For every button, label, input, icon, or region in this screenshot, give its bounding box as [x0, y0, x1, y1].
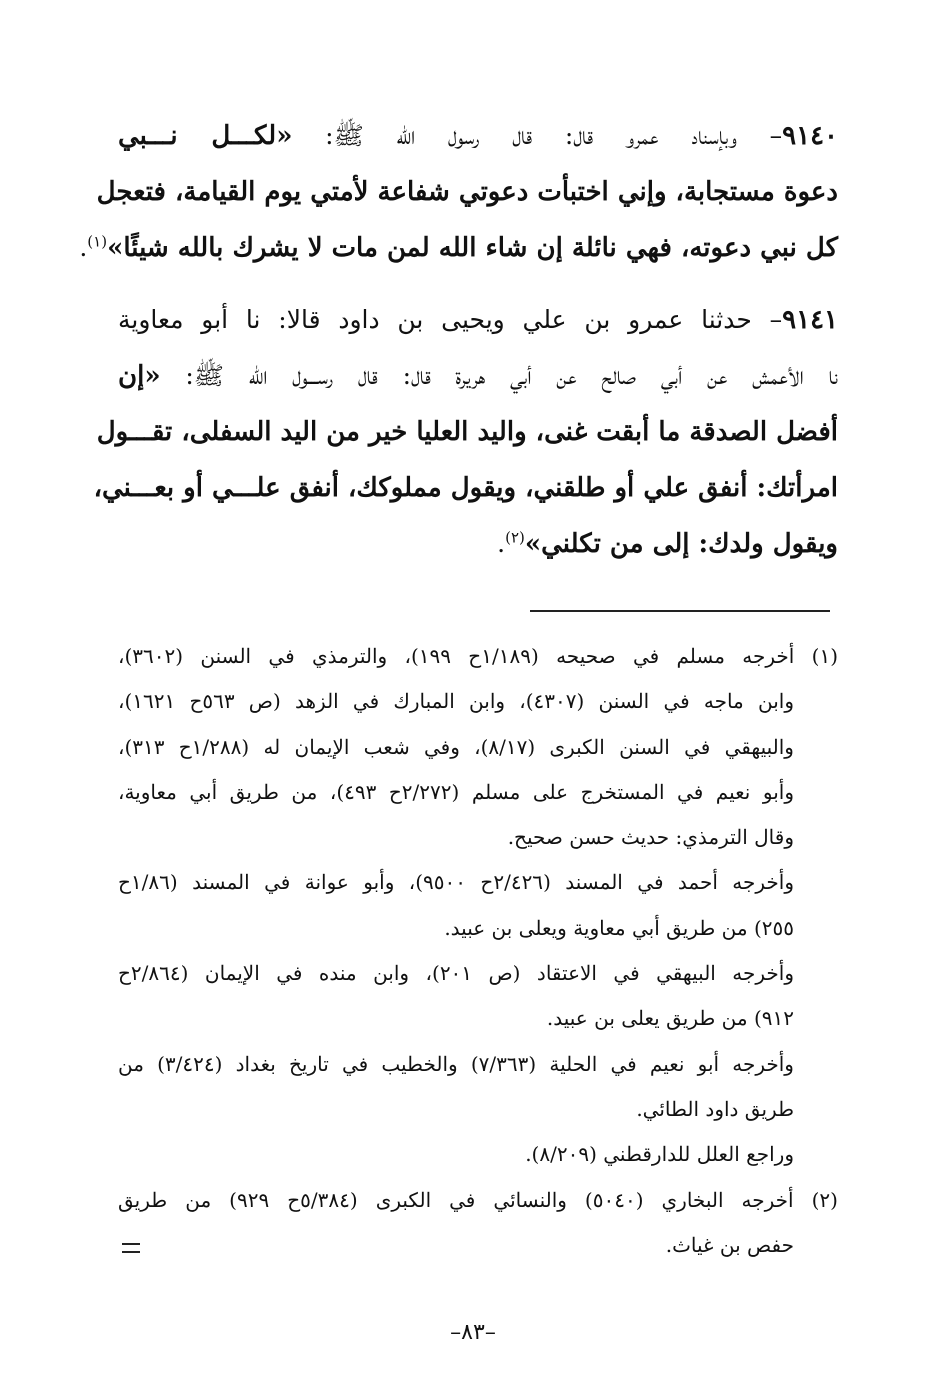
hadith-line: [96, 164, 838, 220]
isnad-text: – وبإسناد عمرو قال: قال رسول الله ﷺ:: [292, 121, 783, 150]
matn-text: دعوة مستجابة، وإني اختبأت دعوتي شفاعة لأمتي يوم القيامة، فتعجل: [96, 177, 838, 207]
hadith-9140: [79, 108, 838, 276]
footnote-line: حفص بن غياث.: [665, 1232, 794, 1257]
matn-text: أفضل الصدقة ما أبقت غنى، واليد العليا خير من اليد السفلى، تقـــول: [96, 417, 838, 447]
footnote-line: والبيهقي في السنن الكبرى (٨/١٧)، وفي شعب الإيمان له (١/٢٨٨ح ٣١٣)،: [118, 734, 794, 759]
hadith-line: [118, 516, 838, 572]
footnote-line: وابن ماجه في السنن (٤٣٠٧)، وابن المبارك في الزهد (ص ٥٦٣ح ١٦٢١)،: [118, 689, 794, 714]
footnote-line: (٢) أخرجه البخاري (٥٠٤٠) والنسائي في الكبرى (٥/٣٨٤ح ٩٢٩) من طريق: [118, 1187, 838, 1212]
footnote-line: وقال الترمذي: حديث حسن صحيح.: [507, 825, 794, 850]
footnote-line: وراجع العلل للدارقطني (٨/٢٠٩).: [525, 1142, 794, 1167]
footnote-line: ٩١٢) من طريق يعلى بن عبيد.: [546, 1006, 794, 1031]
hadith-line: [118, 292, 838, 348]
matn-text: «إن: [118, 361, 161, 391]
hadith-9141: [93, 292, 838, 572]
hadith-line: [93, 460, 838, 516]
hadith-text-block: [79, 108, 838, 588]
continuation-mark: [122, 1243, 140, 1253]
matn-text: كل نبي دعوته، فهي نائلة إن شاء الله لمن مات لا يشرك بالله شيئًا»: [107, 233, 838, 263]
footnotes-block: [118, 634, 838, 1268]
footnote-line: طريق داود الطائي.: [636, 1096, 794, 1121]
footnote-separator: [530, 610, 830, 612]
footnote-line: (١) أخرجه مسلم في صحيحه (١/١٨٩ح ١٩٩)، والترمذي في السنن (٣٦٠٢)،: [118, 644, 838, 668]
matn-text: ويقول ولدك: إلى من تكلني»: [524, 529, 838, 559]
footnote-line: وأخرجه أبو نعيم في الحلية (٧/٣٦٣) والخطيب في تاريخ بغداد (٣/٤٢٤) من: [118, 1051, 794, 1076]
hadith-line: [79, 220, 838, 276]
isnad-text: نا الأعمش عن أبي صالح عن أبي هريرة قال: قال رســـول الله ﷺ:: [160, 361, 838, 390]
footnote-line: وأخرجه البيهقي في الاعتقاد (ص ٢٠١)، وابن منده في الإيمان (٢/٨٦٤ح: [118, 961, 794, 986]
hadith-line: [96, 404, 838, 460]
hadith-line: [118, 348, 838, 404]
footnote-line: وأبو نعيم في المستخرج على مسلم (٢/٢٧٢ح ٤٩٣)، من طريق أبي معاوية،: [118, 779, 794, 804]
matn-text: «لكـــل نـــبي: [118, 121, 293, 151]
hadith-line: [118, 108, 838, 164]
hadith-number: ٩١٤١: [782, 305, 838, 335]
footnote-line: ٢٥٥) من طريق أبي معاوية ويعلى بن عبيد.: [444, 915, 794, 940]
hadith-number: ٩١٤٠: [782, 121, 838, 151]
footnote-line: وأخرجه أحمد في المسند (٢/٤٢٦ح ٩٥٠٠)، وأبو عوانة في المسند (١/٨٦ح: [118, 870, 794, 895]
footnote-marker[interactable]: (٢): [505, 528, 525, 547]
page-number: –٨٣–: [450, 1320, 496, 1345]
matn-text: امرأتك: أنفق علي أو طلقني، ويقول مملوكك، أنفق علـــي أو بعـــني،: [93, 473, 838, 503]
isnad-text: – حدثنا عمرو بن علي ويحيى بن داود قالا: نا أبو معاوية: [118, 305, 783, 334]
period: .: [79, 233, 88, 262]
footnote-marker[interactable]: (١): [87, 232, 108, 251]
period: .: [497, 529, 506, 558]
